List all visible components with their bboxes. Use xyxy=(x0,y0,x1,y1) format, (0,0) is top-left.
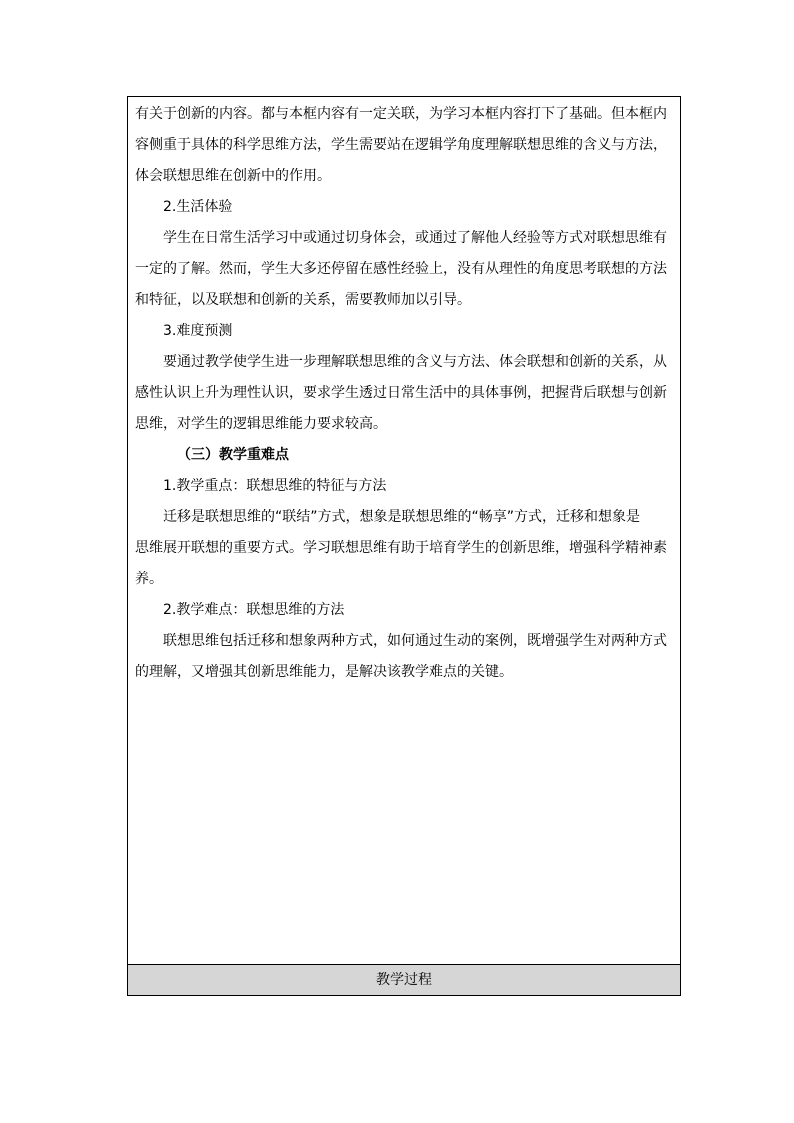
numbered-item: 2.生活体验 xyxy=(163,199,233,215)
paragraph-line: 迁移是联想思维的“联结”方式，想象是联想思维的“畅享”方式，迁移和想象是 xyxy=(163,509,641,525)
numbered-item-block xyxy=(135,192,674,223)
numbered-item-block xyxy=(135,316,674,347)
paragraph xyxy=(135,223,674,316)
paragraph-line: 一定的了解。然而，学生大多还停留在感性经验上，没有从理性的角度思考联想的方法 xyxy=(135,261,667,277)
numbered-item-block xyxy=(135,595,674,626)
paragraph-line: 养。 xyxy=(135,571,163,587)
document-table xyxy=(127,96,681,996)
section-heading: （三）教学重难点 xyxy=(177,447,289,463)
paragraph xyxy=(135,347,674,440)
paragraph-line: 思维，对学生的逻辑思维能力要求较高。 xyxy=(135,416,387,432)
paragraph-line: 学生在日常生活学习中或通过切身体会，或通过了解他人经验等方式对联想思维有 xyxy=(163,230,667,246)
teaching-process-header: 教学过程 xyxy=(128,964,680,995)
numbered-item: 1.教学重点：联想思维的特征与方法 xyxy=(163,478,387,494)
numbered-item: 3.难度预测 xyxy=(163,323,233,339)
section-heading-block xyxy=(135,440,674,471)
paragraph-line: 有关于创新的内容。都与本框内容有一定关联，为学习本框内容打下了基础。但本框内 xyxy=(135,106,667,122)
paragraph xyxy=(135,626,674,688)
paragraph-line: 要通过教学使学生进一步理解联想思维的含义与方法、体会联想和创新的关系，从 xyxy=(163,354,667,370)
numbered-item: 2.教学难点：联想思维的方法 xyxy=(163,602,345,618)
paragraph-line: 和特征，以及联想和创新的关系，需要教师加以引导。 xyxy=(135,292,471,308)
paragraph-line: 体会联想思维在创新中的作用。 xyxy=(135,168,331,184)
paragraph-line: 思维展开联想的重要方式。学习联想思维有助于培育学生的创新思维，增强科学精神素 xyxy=(135,540,667,556)
paragraph xyxy=(135,99,674,192)
paragraph-line: 容侧重于具体的科学思维方法，学生需要站在逻辑学角度理解联想思维的含义与方法， xyxy=(135,137,667,153)
paragraph-line: 联想思维包括迁移和想象两种方式，如何通过生动的案例，既增强学生对两种方式 xyxy=(163,633,667,649)
paragraph-line: 的理解，又增强其创新思维能力，是解决该教学难点的关键。 xyxy=(135,664,513,680)
paragraph-line: 感性认识上升为理性认识，要求学生透过日常生活中的具体事例，把握背后联想与创新 xyxy=(135,385,667,401)
content-cell xyxy=(128,97,680,965)
numbered-item-block xyxy=(135,471,674,502)
paragraph xyxy=(135,502,674,595)
